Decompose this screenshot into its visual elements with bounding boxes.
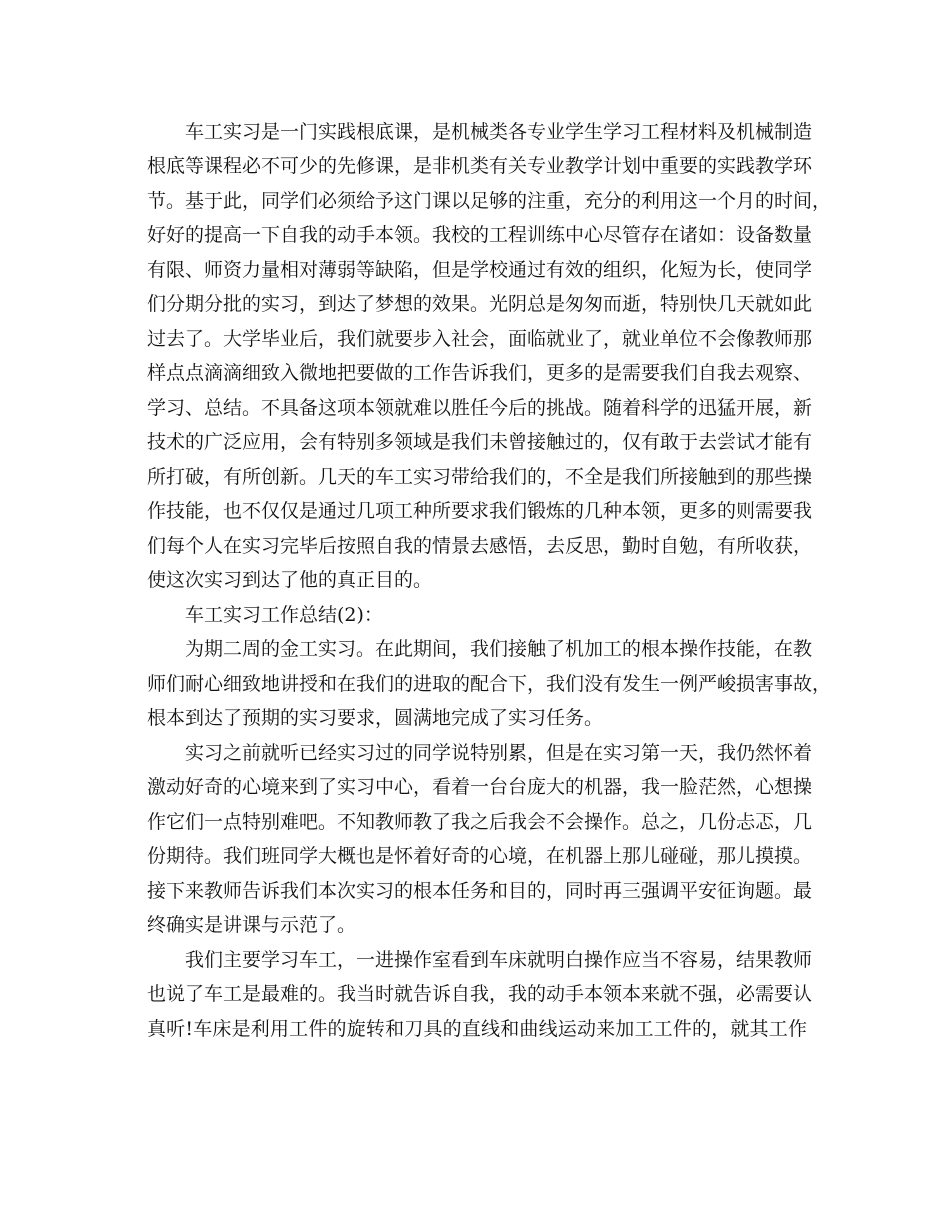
text-line: 根底等课程必不可少的先修课，是非机类有关专业教学计划中重要的实践教学环 [147,155,813,177]
text-line: 实习之前就听已经实习过的同学说特别累，但是在实习第一天，我仍然怀着 [185,742,813,764]
text-line: 车工实习是一门实践根底课，是机械类各专业学生学习工程材料及机械制造 [185,121,813,143]
text-line: 激动好奇的心境来到了实习中心，看着一台台庞大的机器，我一脸茫然，心想操 [147,776,813,798]
text-line: 师们耐心细致地讲授和在我们的进取的配合下，我们没有发生一例严峻损害事故， [147,673,832,695]
text-line: 真听!车床是利用工件的旋转和刀具的直线和曲线运动来加工工件的，就其工作 [147,1018,807,1040]
text-line: 作它们一点特别难吧。不知教师教了我之后我会不会操作。总之，几份忐忑，几 [147,811,813,833]
text-line: 使这次实习到达了他的真正目的。 [147,569,433,591]
text-line: 作技能，也不仅仅是通过几项工种所要求我们锻炼的几种本领，更多的则需要我 [147,500,813,522]
text-line: 学习、总结。不具备这项本领就难以胜任今后的挑战。随着科学的迅猛开展，新 [147,397,813,419]
text-line: 们分期分批的实习，到达了梦想的效果。光阴总是匆匆而逝，特别快几天就如此 [147,293,813,315]
text-line: 根本到达了预期的实习要求，圆满地完成了实习任务。 [147,707,604,729]
text-line: 终确实是讲课与示范了。 [147,914,357,936]
text-line: 接下来教师告诉我们本次实习的根本任务和目的，同时再三强调平安征询题。最 [147,880,813,902]
text-line: 所打破，有所创新。几天的车工实习带给我们的，不全是我们所接触到的那些操 [147,466,813,488]
text-line: 有限、师资力量相对薄弱等缺陷，但是学校通过有效的组织，化短为长，使同学 [147,259,813,281]
text-line: 也说了车工是最难的。我当时就告诉自我，我的动手本领本来就不强，必需要认 [147,983,813,1005]
text-line: 技术的广泛应用，会有特别多领域是我们未曾接触过的，仅有敢于去尝试才能有 [147,431,813,453]
text-line: 样点点滴滴细致入微地把要做的工作告诉我们，更多的是需要我们自我去观察、 [147,362,813,384]
text-line: 为期二周的金工实习。在此期间，我们接触了机加工的根本操作技能，在教 [185,638,813,660]
text-line: 我们主要学习车工，一进操作室看到车床就明白操作应当不容易，结果教师 [185,949,813,971]
text-line: 好好的提高一下自我的动手本领。我校的工程训练中心尽管存在诸如：设备数量 [147,224,813,246]
text-line: 节。基于此，同学们必须给予这门课以足够的注重，充分的利用这一个月的时间， [147,190,832,212]
text-line: 份期待。我们班同学大概也是怀着好奇的心境，在机器上那儿碰碰，那儿摸摸。 [147,845,813,867]
text-line: 们每个人在实习完毕后按照自我的情景去感悟，去反思，勤时自勉，有所收获， [147,535,813,557]
section-heading: 车工实习工作总结(2)： [185,604,383,626]
text-line: 过去了。大学毕业后，我们就要步入社会，面临就业了，就业单位不会像教师那 [147,328,813,350]
